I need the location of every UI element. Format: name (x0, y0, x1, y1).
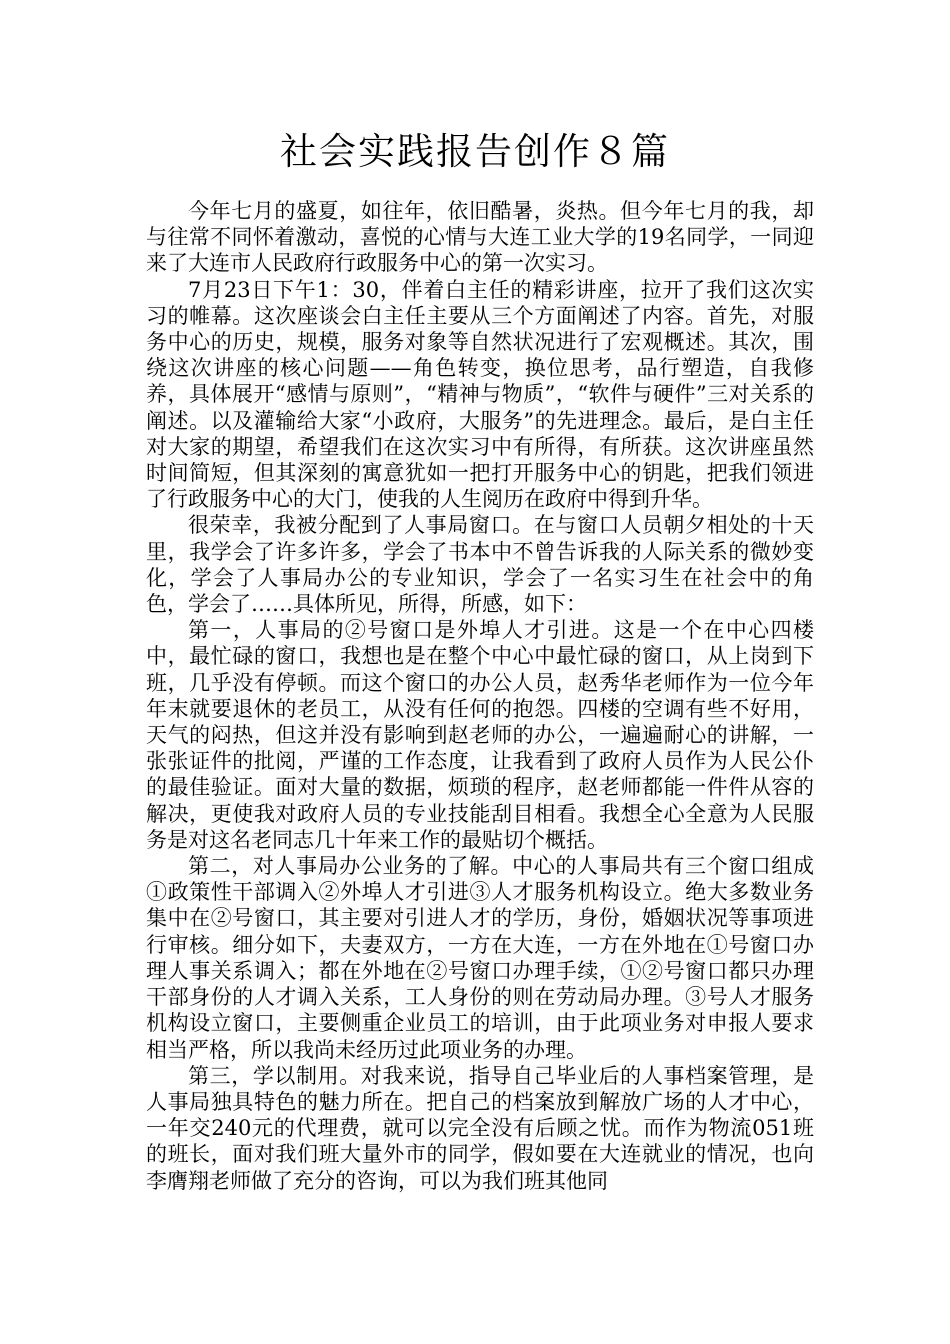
paragraph-6: 第三，学以制用。对我来说，指导自己毕业后的人事档案管理，是人事局独具特色的魅力所在。把自己的档案放到解放广场的人才中心，一年交240元的代理费，就可以完全没有后顾之忧。而作为物流051班的班长，面对我们班大量外市的同学，假如要在大连就业的情况，也向李膺翔老师做了充分的咨询，可以为我们班其他同 (146, 1063, 814, 1193)
document-title: 社会实践报告创作８篇 (280, 130, 670, 173)
paragraph-1: 今年七月的盛夏，如往年，依旧酷暑，炎热。但今年七月的我，却与往常不同怀着激动，喜悦的心情与大连工业大学的19名同学，一同迎来了大连市人民政府行政服务中心的第一次实习。 (146, 199, 814, 276)
paragraph-4: 第一，人事局的②号窗口是外埠人才引进。这是一个在中心四楼中，最忙碌的窗口，我想也是在整个中心中最忙碌的窗口，从上岗到下班，几乎没有停顿。而这个窗口的办公人员，赵秀华老师作为一位今年年末就要退休的老员工，从没有任何的抱怨。四楼的空调有些不好用，天气的闷热，但这并没有影响到赵老师的办公，一遍遍耐心的讲解，一张张证件的批阅，严谨的工作态度，让我看到了政府人员作为人民公仆的最佳验证。面对大量的数据，烦琐的程序，赵老师都能一件件从容的解决，更使我对政府人员的专业技能刮目相看。我想全心全意为人民服务是对这名老同志几十年来工作的最贴切个概括。 (146, 618, 814, 852)
paragraph-2: 7月23日下午1：30，伴着白主任的精彩讲座，拉开了我们这次实习的帷幕。这次座谈会白主任主要从三个方面阐述了内容。首先，对服务中心的历史，规模，服务对象等自然状况进行了宏观概述。其次，围绕这次讲座的核心问题——角色转变，换位思考，品行塑造，自我修养，具体展开“感情与原则”，“精神与物质”，“软件与硬件”三对关系的阐述。以及灌输给大家“小政府，大服务”的先进理念。最后，是白主任对大家的期望，希望我们在这次实习中有所得，有所获。这次讲座虽然时间简短，但其深刻的寓意犹如一把打开服务中心的钥匙，把我们领进了行政服务中心的大门，使我的人生阅历在政府中得到升华。 (146, 277, 814, 512)
paragraph-5: 第二，对人事局办公业务的了解。中心的人事局共有三个窗口组成①政策性干部调入②外埠人才引进③人才服务机构设立。绝大多数业务集中在②号窗口，其主要对引进人才的学历，身份，婚姻状况等事项进行审核。细分如下，夫妻双方，一方在大连，一方在外地在①号窗口办理人事关系调入；都在外地在②号窗口办理手续，①②号窗口都只办理干部身份的人才调入关系，工人身份的则在劳动局办理。③号人才服务机构设立窗口，主要侧重企业员工的培训，由于此项业务对申报人要求相当严格，所以我尚未经历过此项业务的办理。 (146, 854, 814, 1062)
document-body (146, 198, 814, 1194)
paragraph-3: 很荣幸，我被分配到了人事局窗口。在与窗口人员朝夕相处的十天里，我学会了许多许多，学会了书本中不曾告诉我的人际关系的微妙变化，学会了人事局办公的专业知识，学会了一名实习生在社会中的角色，学会了……具体所见，所得，所感，如下： (146, 513, 814, 617)
